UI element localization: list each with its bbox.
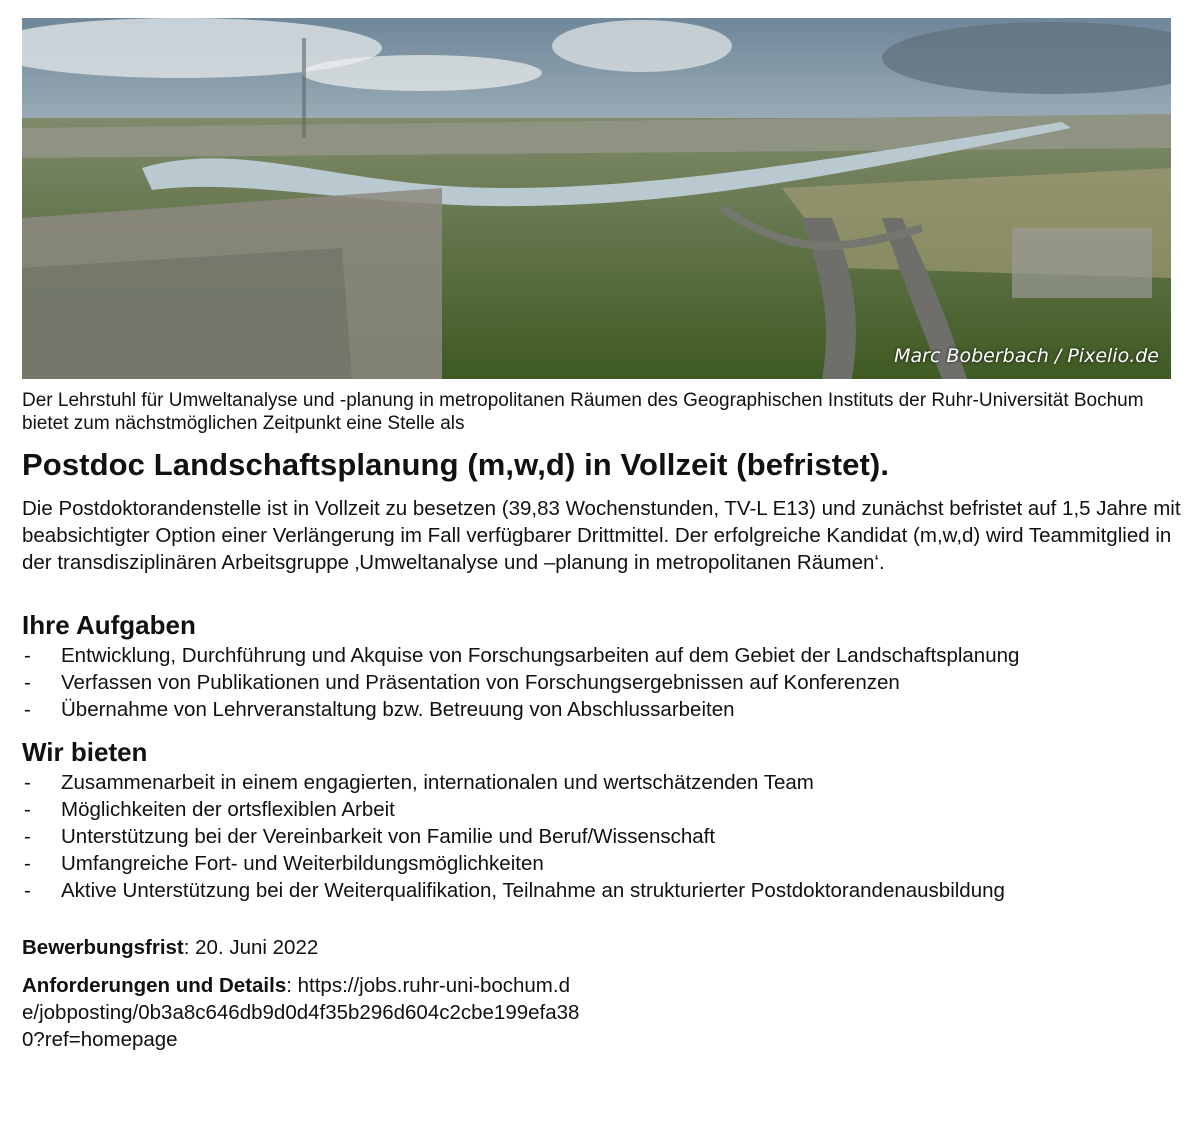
list-item: - Verfassen von Publikationen und Präsentation von Forschungsergebnissen auf Konferenzen [24, 671, 900, 694]
offer-heading: Wir bieten [22, 737, 148, 767]
deadline-label: Bewerbungsfrist [22, 936, 184, 959]
bullet: - [24, 852, 31, 875]
tasks-heading: Ihre Aufgaben [22, 610, 196, 640]
deadline-value: : 20. Juni 2022 [183, 936, 319, 959]
bullet: - [24, 671, 31, 694]
requirements: Anforderungen und Details: https://jobs.ruhr-uni-bochum.de/jobposting/0b3a8c646db9d0d4f35b296d604c2cbe199efa380?ref=homepage [22, 974, 580, 1051]
list-item: - Übernahme von Lehrveranstaltung bzw. Betreuung von Abschlussarbeiten [24, 698, 735, 721]
aerial-city-river-image [22, 18, 1171, 379]
bullet: - [24, 644, 31, 667]
header-photo [22, 18, 1171, 379]
application-deadline [22, 934, 1182, 961]
bullet: - [24, 798, 31, 821]
list-item: - Umfangreiche Fort- und Weiterbildungsmöglichkeiten [24, 852, 544, 875]
bullet: - [24, 879, 31, 902]
offer-list [22, 769, 1182, 904]
bullet: - [24, 698, 31, 721]
list-item: - Unterstützung bei der Vereinbarkeit von Familie und Beruf/Wissenschaft [24, 825, 716, 848]
list-item: - Möglichkeiten der ortsflexiblen Arbeit [24, 798, 395, 821]
bullet: - [24, 771, 31, 794]
requirements-label: Anforderungen und Details [22, 974, 287, 997]
job-posting [22, 389, 1182, 1053]
intro-text: Der Lehrstuhl für Umweltanalyse und -planung in metropolitanen Räumen des Geographischen Instituts der Ruhr-Universität Bochum bietet zum nächstmöglichen Zeitpunkt eine Stelle als [22, 390, 1144, 434]
bullet: - [24, 825, 31, 848]
requirements-url[interactable]: https://jobs.ruhr-uni-bochum.de/jobposting/0b3a8c646db9d0d4f35b296d604c2cbe199efa380?ref=homepage [22, 974, 580, 1051]
list-item: - Entwicklung, Durchführung und Akquise von Forschungsarbeiten auf dem Gebiet der Landschaftsplanung [24, 644, 1020, 667]
job-title: Postdoc Landschaftsplanung (m,w,d) in Vollzeit (befristet). [22, 447, 890, 482]
tasks-list [22, 642, 1182, 723]
list-item: - Zusammenarbeit in einem engagierten, internationalen und wertschätzenden Team [24, 771, 814, 794]
photo-credit: Marc Boberbach / Pixelio.de [894, 345, 1159, 367]
job-description: Die Postdoktorandenstelle ist in Vollzeit zu besetzen (39,83 Wochenstunden, TV-L E13) und zunächst befristet auf 1,5 Jahre mit beabsichtigter Option einer Verlängerung im Fall verfügbarer Drittmittel. Der erfolgreiche Kandidat (m,w,d) wird Teammitglied in der transdisziplinären Arbeitsgruppe ‚Umweltanalyse und –planung in metropolitanen Räumen‘. [22, 497, 1181, 574]
list-item: - Aktive Unterstützung bei der Weiterqualifikation, Teilnahme an strukturierter Postdoktorandenausbildung [24, 879, 1005, 902]
